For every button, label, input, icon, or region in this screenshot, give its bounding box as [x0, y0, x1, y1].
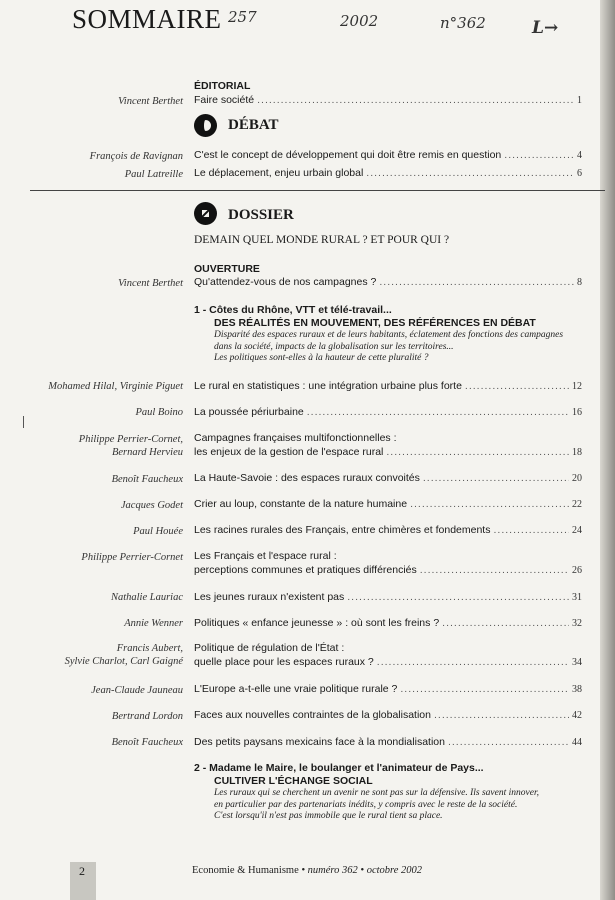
toc-entry[interactable]: [194, 432, 582, 459]
page-title: SOMMAIRE: [72, 4, 222, 34]
toc-entry[interactable]: [194, 498, 582, 512]
footer-publication: [192, 865, 422, 876]
entry-author: Philippe Perrier-Cornet: [81, 552, 183, 563]
page-number: 32: [572, 618, 582, 629]
debat-heading: DÉBAT: [228, 117, 279, 133]
entry-author: Jacques Godet: [120, 500, 183, 511]
handwritten-note: 257: [228, 8, 257, 26]
page-number: 6: [577, 168, 582, 179]
entry-title: les enjeux de la gestion de l'espace rural: [194, 445, 384, 458]
handwritten-note: L→: [532, 18, 559, 38]
toc-entry[interactable]: [194, 642, 582, 669]
page-number: 8: [577, 277, 582, 288]
entry-author-line: Sylvie Charlot, Carl Gaigné: [64, 656, 183, 667]
part-description: Les politiques sont-elles à la hauteur de cette pluralité ?: [214, 353, 429, 363]
entry-title: Les racines rurales des Français, entre chimères et fondements: [194, 524, 491, 536]
toc-entry[interactable]: [194, 683, 582, 697]
page-number: 44: [572, 737, 582, 748]
part-title: 2 - Madame le Maire, le boulanger et l'animateur de Pays...: [194, 762, 484, 774]
part-description: en particulier par des partenariats inédits, y compris avec le reste de la société.: [214, 799, 518, 810]
entry-title: Les Français et l'espace rural :: [194, 550, 337, 562]
page-number: 42: [572, 710, 582, 721]
toc-entry[interactable]: [194, 149, 582, 163]
footer-page-number: 2: [79, 864, 85, 878]
dossier-subtitle: DEMAIN QUEL MONDE RURAL ? ET POUR QUI ?: [194, 234, 450, 246]
entry-author: Mohamed Hilal, Virginie Piguet: [48, 381, 183, 392]
page-number: 18: [572, 446, 582, 458]
part-description: dans la société, impacts de la globalisation sur les territoires...: [214, 341, 454, 352]
toc-entry[interactable]: [194, 617, 582, 631]
entry-author: Benoît Faucheux: [111, 737, 183, 748]
toc-entry[interactable]: [194, 380, 582, 394]
entry-author: Paul Latreille: [124, 169, 183, 180]
toc-entry[interactable]: [194, 167, 582, 181]
journal-name: Economie & Humanisme: [192, 865, 299, 876]
toc-entry[interactable]: [194, 406, 582, 420]
handwritten-note: n°362: [440, 14, 486, 32]
entry-title: quelle place pour les espaces ruraux ?: [194, 655, 374, 668]
handwritten-note: 2002: [340, 12, 379, 30]
toc-entry[interactable]: [194, 591, 582, 605]
toc-entry[interactable]: [194, 550, 582, 577]
entry-author: Annie Wenner: [124, 618, 183, 629]
footer-bullet: •: [360, 865, 365, 876]
part-one-block: [194, 304, 589, 365]
entry-title: Le rural en statistiques : une intégration urbaine plus forte: [194, 380, 462, 392]
page-number: 1: [577, 95, 582, 106]
part-subtitle: DES RÉALITÉS EN MOUVEMENT, DES RÉFÉRENCES EN DÉBAT: [214, 317, 536, 329]
entry-author: Paul Boino: [135, 407, 183, 418]
entry-title: Faire société: [194, 94, 255, 106]
dossier-heading: DOSSIER: [228, 207, 294, 223]
page-number: 12: [572, 381, 582, 392]
toc-entry[interactable]: [194, 736, 582, 750]
entry-author: Nathalie Lauriac: [110, 592, 183, 603]
entry-author-line: Philippe Perrier-Cornet,: [78, 434, 183, 445]
page-edge-shadow: [600, 0, 615, 900]
page-number: 24: [572, 525, 582, 536]
entry-author: Paul Houée: [133, 526, 183, 537]
part-description: Disparité des espaces ruraux et de leurs habitants, éclatement des fonctions des campagnes: [214, 330, 564, 340]
margin-mark: [23, 416, 24, 428]
entry-title: La poussée périurbaine: [194, 406, 304, 418]
toc-entry[interactable]: [194, 472, 582, 486]
entry-author: François de Ravignan: [89, 151, 183, 162]
part-description: C'est lorsqu'il n'est pas immobile que le rural tient sa place.: [214, 811, 443, 821]
page-number: 20: [572, 473, 582, 484]
entry-title: L'Europe a-t-elle une vraie politique rurale ?: [194, 683, 398, 695]
entry-title: Des petits paysans mexicains face à la mondialisation: [194, 736, 445, 748]
entry-author: Vincent Berthet: [118, 278, 183, 289]
page-number: 4: [577, 150, 582, 161]
entry-title: La Haute-Savoie : des espaces ruraux convoités: [194, 472, 420, 484]
entry-author: [65, 642, 183, 668]
entry-title: Politiques « enfance jeunesse » : où sont les freins ?: [194, 617, 440, 629]
page-number: 26: [572, 564, 582, 576]
entry-author: Benoît Faucheux: [111, 474, 183, 485]
ouverture-heading: OUVERTURE: [194, 263, 260, 275]
page-number: 38: [572, 684, 582, 695]
entry-author: Vincent Berthet: [118, 96, 183, 107]
dossier-icon: [194, 202, 217, 225]
part-subtitle: CULTIVER L'ÉCHANGE SOCIAL: [214, 775, 373, 787]
entry-title: perceptions communes et pratiques différenciés: [194, 563, 417, 576]
part-description: Les ruraux qui se cherchent un avenir ne sont pas sur la défensive. Ils savent innover,: [214, 788, 539, 798]
entry-author: Jean-Claude Jauneau: [91, 685, 183, 696]
entry-author: [79, 433, 183, 459]
part-title: 1 - Côtes du Rhône, VTT et télé-travail...: [194, 304, 392, 316]
entry-title: Qu'attendez-vous de nos campagnes ?: [194, 276, 377, 288]
toc-entry[interactable]: [194, 709, 582, 723]
toc-entry[interactable]: [194, 524, 582, 538]
entry-title: Politique de régulation de l'État :: [194, 642, 345, 654]
part-two-block: [194, 762, 589, 823]
footer-bullet: •: [301, 865, 306, 876]
page-number: 16: [572, 407, 582, 418]
entry-author-line: Francis Aubert,: [116, 643, 183, 654]
entry-author-line: Bernard Hervieu: [111, 447, 183, 458]
page-number: 34: [572, 656, 582, 668]
divider: [30, 190, 605, 191]
toc-entry[interactable]: [194, 94, 582, 108]
entry-title: Faces aux nouvelles contraintes de la globalisation: [194, 709, 431, 721]
entry-title: C'est le concept de développement qui doit être remis en question: [194, 149, 502, 161]
entry-title: Campagnes françaises multifonctionnelles :: [194, 432, 397, 444]
issue-date: octobre 2002: [366, 865, 422, 876]
page-number: 31: [572, 592, 582, 603]
entry-title: Les jeunes ruraux n'existent pas: [194, 591, 345, 603]
entry-author: Bertrand Lordon: [111, 711, 183, 722]
debat-icon: [194, 114, 217, 137]
entry-title: Crier au loup, constante de la nature humaine: [194, 498, 408, 510]
editorial-heading: ÉDITORIAL: [194, 80, 251, 92]
page-number: 22: [572, 499, 582, 510]
entry-title: Le déplacement, enjeu urbain global: [194, 167, 364, 179]
toc-entry[interactable]: [194, 276, 582, 290]
issue-number: numéro 362: [307, 865, 358, 876]
